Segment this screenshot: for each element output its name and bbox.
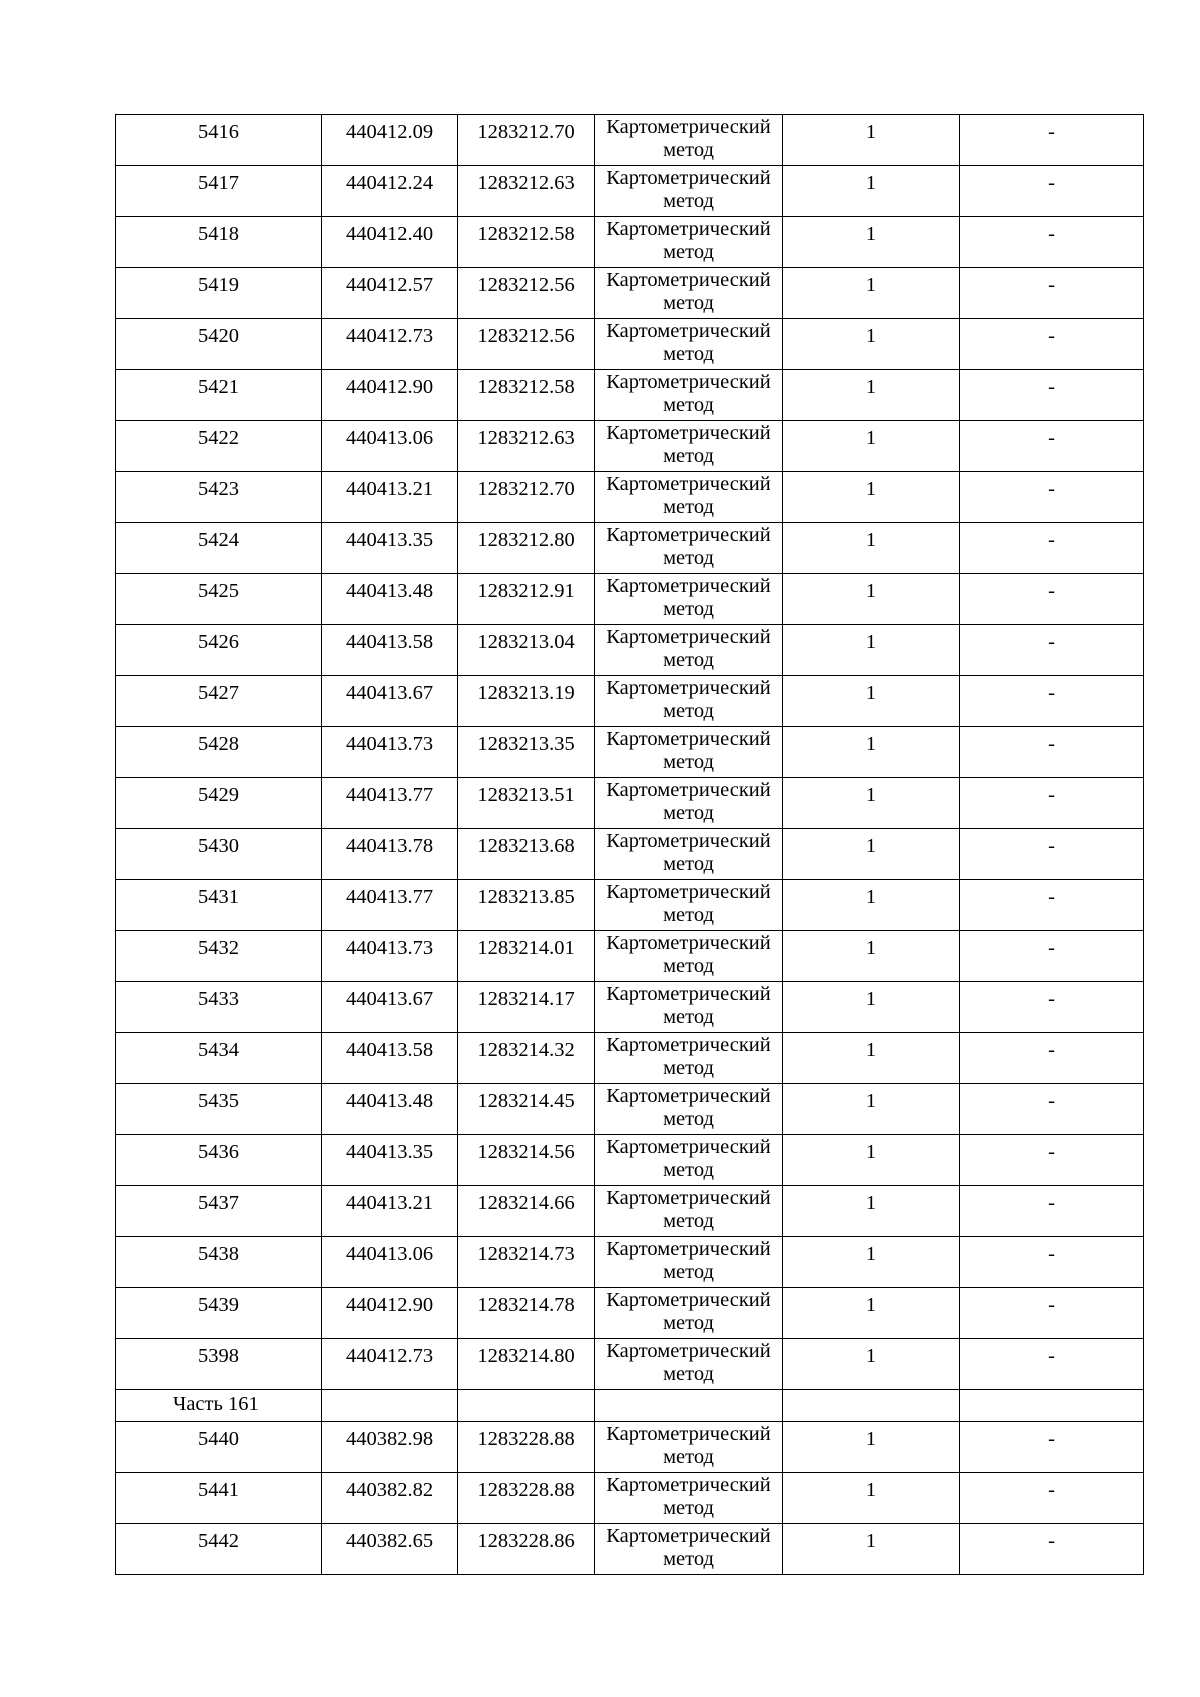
method-line-2: метод (663, 445, 714, 467)
table-row (116, 1186, 1144, 1237)
accuracy-cell: 1 (783, 523, 960, 574)
y-coordinate-cell: 1283214.01 (458, 931, 595, 982)
y-coordinate-cell: 1283212.91 (458, 574, 595, 625)
table-row (116, 778, 1144, 829)
note-cell: - (960, 166, 1144, 217)
x-coordinate-cell: 440413.06 (322, 421, 458, 472)
method-cell (595, 1422, 783, 1473)
method-line-1: Картометрический (606, 473, 771, 495)
x-coordinate-cell: 440382.82 (322, 1473, 458, 1524)
method-cell (595, 676, 783, 727)
point-id-cell: 5417 (116, 166, 322, 217)
accuracy-cell: 1 (783, 676, 960, 727)
y-coordinate-cell: 1283213.35 (458, 727, 595, 778)
accuracy-cell: 1 (783, 829, 960, 880)
section-label: Часть 161 (116, 1390, 322, 1422)
method-cell (595, 982, 783, 1033)
y-coordinate-cell: 1283213.04 (458, 625, 595, 676)
method-line-2: метод (663, 1057, 714, 1079)
note-cell: - (960, 472, 1144, 523)
accuracy-cell: 1 (783, 982, 960, 1033)
table-row (116, 1084, 1144, 1135)
note-cell: - (960, 523, 1144, 574)
y-coordinate-cell: 1283213.68 (458, 829, 595, 880)
table-row (116, 1422, 1144, 1473)
table-row (116, 1473, 1144, 1524)
method-cell (595, 166, 783, 217)
note-cell: - (960, 880, 1144, 931)
method-cell (595, 778, 783, 829)
method-line-1: Картометрический (606, 779, 771, 801)
y-coordinate-cell: 1283212.70 (458, 115, 595, 166)
note-cell: - (960, 319, 1144, 370)
y-coordinate-cell: 1283214.32 (458, 1033, 595, 1084)
method-line-2: метод (663, 1363, 714, 1385)
accuracy-cell: 1 (783, 880, 960, 931)
note-cell: - (960, 1288, 1144, 1339)
method-cell (595, 727, 783, 778)
method-line-2: метод (663, 1159, 714, 1181)
table-row (116, 829, 1144, 880)
table-row (116, 1237, 1144, 1288)
x-coordinate-cell: 440413.77 (322, 778, 458, 829)
accuracy-cell: 1 (783, 472, 960, 523)
method-line-2: метод (663, 496, 714, 518)
accuracy-cell: 1 (783, 727, 960, 778)
note-cell: - (960, 1186, 1144, 1237)
method-line-1: Картометрический (606, 1289, 771, 1311)
x-coordinate-cell: 440382.98 (322, 1422, 458, 1473)
method-cell (595, 217, 783, 268)
method-line-1: Картометрический (606, 524, 771, 546)
method-cell (595, 421, 783, 472)
table-row (116, 166, 1144, 217)
method-line-2: метод (663, 292, 714, 314)
accuracy-cell: 1 (783, 115, 960, 166)
method-line-1: Картометрический (606, 1187, 771, 1209)
note-cell: - (960, 1524, 1144, 1575)
method-line-1: Картометрический (606, 167, 771, 189)
method-cell (595, 931, 783, 982)
note-cell: - (960, 676, 1144, 727)
point-id-cell: 5435 (116, 1084, 322, 1135)
method-line-2: метод (663, 802, 714, 824)
x-coordinate-cell: 440412.73 (322, 1339, 458, 1390)
note-cell: - (960, 625, 1144, 676)
accuracy-cell: 1 (783, 1473, 960, 1524)
x-coordinate-cell: 440412.40 (322, 217, 458, 268)
method-line-2: метод (663, 190, 714, 212)
note-cell: - (960, 1473, 1144, 1524)
table-row (116, 523, 1144, 574)
accuracy-cell: 1 (783, 1135, 960, 1186)
method-cell (595, 1033, 783, 1084)
note-cell: - (960, 727, 1144, 778)
y-coordinate-cell: 1283214.56 (458, 1135, 595, 1186)
method-line-1: Картометрический (606, 1238, 771, 1260)
method-line-2: метод (663, 649, 714, 671)
point-id-cell: 5431 (116, 880, 322, 931)
point-id-cell: 5421 (116, 370, 322, 421)
y-coordinate-cell: 1283214.66 (458, 1186, 595, 1237)
accuracy-cell: 1 (783, 319, 960, 370)
method-cell (595, 319, 783, 370)
coordinates-table (115, 114, 1144, 1575)
y-coordinate-cell: 1283212.56 (458, 268, 595, 319)
point-id-cell: 5416 (116, 115, 322, 166)
accuracy-cell: 1 (783, 268, 960, 319)
x-coordinate-cell: 440413.21 (322, 1186, 458, 1237)
method-line-1: Картометрический (606, 1136, 771, 1158)
method-line-1: Картометрический (606, 728, 771, 750)
method-line-1: Картометрический (606, 1085, 771, 1107)
table-row (116, 880, 1144, 931)
method-line-1: Картометрический (606, 983, 771, 1005)
method-line-1: Картометрический (606, 116, 771, 138)
method-line-1: Картометрический (606, 677, 771, 699)
method-cell (595, 1473, 783, 1524)
table-row (116, 1135, 1144, 1186)
method-line-1: Картометрический (606, 1474, 771, 1496)
method-cell (595, 1237, 783, 1288)
method-cell (595, 472, 783, 523)
note-cell: - (960, 1033, 1144, 1084)
point-id-cell: 5398 (116, 1339, 322, 1390)
method-line-2: метод (663, 1210, 714, 1232)
method-line-1: Картометрический (606, 218, 771, 240)
note-cell: - (960, 778, 1144, 829)
point-id-cell: 5437 (116, 1186, 322, 1237)
x-coordinate-cell: 440413.35 (322, 1135, 458, 1186)
table-row (116, 421, 1144, 472)
method-cell (595, 625, 783, 676)
method-line-1: Картометрический (606, 1423, 771, 1445)
method-cell (595, 370, 783, 421)
y-coordinate-cell: 1283212.63 (458, 166, 595, 217)
table-row (116, 319, 1144, 370)
table-row (116, 727, 1144, 778)
accuracy-cell: 1 (783, 574, 960, 625)
method-line-2: метод (663, 1108, 714, 1130)
method-line-2: метод (663, 1312, 714, 1334)
y-coordinate-cell: 1283213.51 (458, 778, 595, 829)
note-cell: - (960, 574, 1144, 625)
x-coordinate-cell: 440413.06 (322, 1237, 458, 1288)
method-line-2: метод (663, 1261, 714, 1283)
x-coordinate-cell: 440413.58 (322, 625, 458, 676)
x-coordinate-cell: 440412.24 (322, 166, 458, 217)
coordinates-table-body (116, 115, 1144, 1575)
table-row (116, 982, 1144, 1033)
point-id-cell: 5433 (116, 982, 322, 1033)
y-coordinate-cell: 1283213.85 (458, 880, 595, 931)
accuracy-cell: 1 (783, 931, 960, 982)
method-line-1: Картометрический (606, 881, 771, 903)
x-coordinate-cell: 440412.90 (322, 1288, 458, 1339)
method-line-1: Картометрический (606, 422, 771, 444)
x-coordinate-cell: 440413.48 (322, 574, 458, 625)
method-line-1: Картометрический (606, 269, 771, 291)
point-id-cell: 5441 (116, 1473, 322, 1524)
method-line-2: метод (663, 598, 714, 620)
x-coordinate-cell: 440412.73 (322, 319, 458, 370)
point-id-cell: 5438 (116, 1237, 322, 1288)
table-row (116, 115, 1144, 166)
table-row (116, 472, 1144, 523)
method-cell (595, 268, 783, 319)
method-line-2: метод (663, 853, 714, 875)
point-id-cell: 5432 (116, 931, 322, 982)
note-cell: - (960, 115, 1144, 166)
point-id-cell: 5427 (116, 676, 322, 727)
point-id-cell: 5430 (116, 829, 322, 880)
method-cell (595, 1524, 783, 1575)
table-row (116, 1524, 1144, 1575)
method-line-1: Картометрический (606, 1340, 771, 1362)
method-line-2: метод (663, 394, 714, 416)
note-cell: - (960, 1135, 1144, 1186)
point-id-cell: 5434 (116, 1033, 322, 1084)
x-coordinate-cell: 440412.90 (322, 370, 458, 421)
method-cell (595, 1084, 783, 1135)
accuracy-cell: 1 (783, 1237, 960, 1288)
accuracy-cell: 1 (783, 166, 960, 217)
empty-cell (960, 1390, 1144, 1422)
accuracy-cell: 1 (783, 1524, 960, 1575)
method-line-1: Картометрический (606, 626, 771, 648)
note-cell: - (960, 268, 1144, 319)
note-cell: - (960, 1339, 1144, 1390)
accuracy-cell: 1 (783, 778, 960, 829)
note-cell: - (960, 217, 1144, 268)
method-line-2: метод (663, 1446, 714, 1468)
table-row (116, 625, 1144, 676)
note-cell: - (960, 1084, 1144, 1135)
x-coordinate-cell: 440413.21 (322, 472, 458, 523)
y-coordinate-cell: 1283228.88 (458, 1422, 595, 1473)
method-cell (595, 574, 783, 625)
x-coordinate-cell: 440413.73 (322, 931, 458, 982)
method-line-2: метод (663, 904, 714, 926)
x-coordinate-cell: 440413.78 (322, 829, 458, 880)
method-line-1: Картометрический (606, 371, 771, 393)
method-cell (595, 115, 783, 166)
table-row (116, 370, 1144, 421)
point-id-cell: 5426 (116, 625, 322, 676)
method-line-2: метод (663, 547, 714, 569)
x-coordinate-cell: 440413.35 (322, 523, 458, 574)
empty-cell (595, 1390, 783, 1422)
method-line-2: метод (663, 343, 714, 365)
point-id-cell: 5439 (116, 1288, 322, 1339)
method-cell (595, 1288, 783, 1339)
note-cell: - (960, 421, 1144, 472)
y-coordinate-cell: 1283228.88 (458, 1473, 595, 1524)
accuracy-cell: 1 (783, 1422, 960, 1473)
method-line-1: Картометрический (606, 1034, 771, 1056)
point-id-cell: 5425 (116, 574, 322, 625)
table-row (116, 1339, 1144, 1390)
table-row (116, 268, 1144, 319)
note-cell: - (960, 829, 1144, 880)
method-line-2: метод (663, 1548, 714, 1570)
x-coordinate-cell: 440413.48 (322, 1084, 458, 1135)
method-cell (595, 523, 783, 574)
method-line-2: метод (663, 1497, 714, 1519)
point-id-cell: 5422 (116, 421, 322, 472)
method-line-1: Картометрический (606, 932, 771, 954)
x-coordinate-cell: 440413.67 (322, 982, 458, 1033)
x-coordinate-cell: 440413.58 (322, 1033, 458, 1084)
empty-cell (783, 1390, 960, 1422)
y-coordinate-cell: 1283214.73 (458, 1237, 595, 1288)
y-coordinate-cell: 1283212.70 (458, 472, 595, 523)
point-id-cell: 5429 (116, 778, 322, 829)
method-line-2: метод (663, 1006, 714, 1028)
y-coordinate-cell: 1283214.17 (458, 982, 595, 1033)
accuracy-cell: 1 (783, 1084, 960, 1135)
empty-cell (458, 1390, 595, 1422)
table-row (116, 931, 1144, 982)
note-cell: - (960, 370, 1144, 421)
x-coordinate-cell: 440412.09 (322, 115, 458, 166)
table-row (116, 1288, 1144, 1339)
y-coordinate-cell: 1283213.19 (458, 676, 595, 727)
accuracy-cell: 1 (783, 1288, 960, 1339)
note-cell: - (960, 1237, 1144, 1288)
point-id-cell: 5442 (116, 1524, 322, 1575)
method-line-1: Картометрический (606, 1525, 771, 1547)
point-id-cell: 5424 (116, 523, 322, 574)
point-id-cell: 5440 (116, 1422, 322, 1473)
point-id-cell: 5428 (116, 727, 322, 778)
accuracy-cell: 1 (783, 1033, 960, 1084)
method-line-1: Картометрический (606, 320, 771, 342)
y-coordinate-cell: 1283214.78 (458, 1288, 595, 1339)
note-cell: - (960, 931, 1144, 982)
note-cell: - (960, 982, 1144, 1033)
y-coordinate-cell: 1283214.45 (458, 1084, 595, 1135)
x-coordinate-cell: 440413.77 (322, 880, 458, 931)
section-row (116, 1390, 1144, 1422)
point-id-cell: 5423 (116, 472, 322, 523)
x-coordinate-cell: 440413.73 (322, 727, 458, 778)
y-coordinate-cell: 1283212.58 (458, 217, 595, 268)
method-line-2: метод (663, 700, 714, 722)
accuracy-cell: 1 (783, 625, 960, 676)
table-row (116, 676, 1144, 727)
accuracy-cell: 1 (783, 421, 960, 472)
accuracy-cell: 1 (783, 1339, 960, 1390)
method-line-2: метод (663, 139, 714, 161)
y-coordinate-cell: 1283212.80 (458, 523, 595, 574)
x-coordinate-cell: 440413.67 (322, 676, 458, 727)
accuracy-cell: 1 (783, 217, 960, 268)
table-row (116, 1033, 1144, 1084)
method-line-1: Картометрический (606, 830, 771, 852)
accuracy-cell: 1 (783, 1186, 960, 1237)
y-coordinate-cell: 1283214.80 (458, 1339, 595, 1390)
method-cell (595, 1135, 783, 1186)
point-id-cell: 5418 (116, 217, 322, 268)
table-row (116, 574, 1144, 625)
method-cell (595, 1186, 783, 1237)
method-line-2: метод (663, 955, 714, 977)
method-line-2: метод (663, 241, 714, 263)
x-coordinate-cell: 440412.57 (322, 268, 458, 319)
y-coordinate-cell: 1283212.63 (458, 421, 595, 472)
method-cell (595, 829, 783, 880)
method-line-1: Картометрический (606, 575, 771, 597)
y-coordinate-cell: 1283212.56 (458, 319, 595, 370)
empty-cell (322, 1390, 458, 1422)
point-id-cell: 5419 (116, 268, 322, 319)
method-line-2: метод (663, 751, 714, 773)
accuracy-cell: 1 (783, 370, 960, 421)
table-row (116, 217, 1144, 268)
method-cell (595, 1339, 783, 1390)
point-id-cell: 5436 (116, 1135, 322, 1186)
method-cell (595, 880, 783, 931)
y-coordinate-cell: 1283228.86 (458, 1524, 595, 1575)
note-cell: - (960, 1422, 1144, 1473)
x-coordinate-cell: 440382.65 (322, 1524, 458, 1575)
y-coordinate-cell: 1283212.58 (458, 370, 595, 421)
point-id-cell: 5420 (116, 319, 322, 370)
